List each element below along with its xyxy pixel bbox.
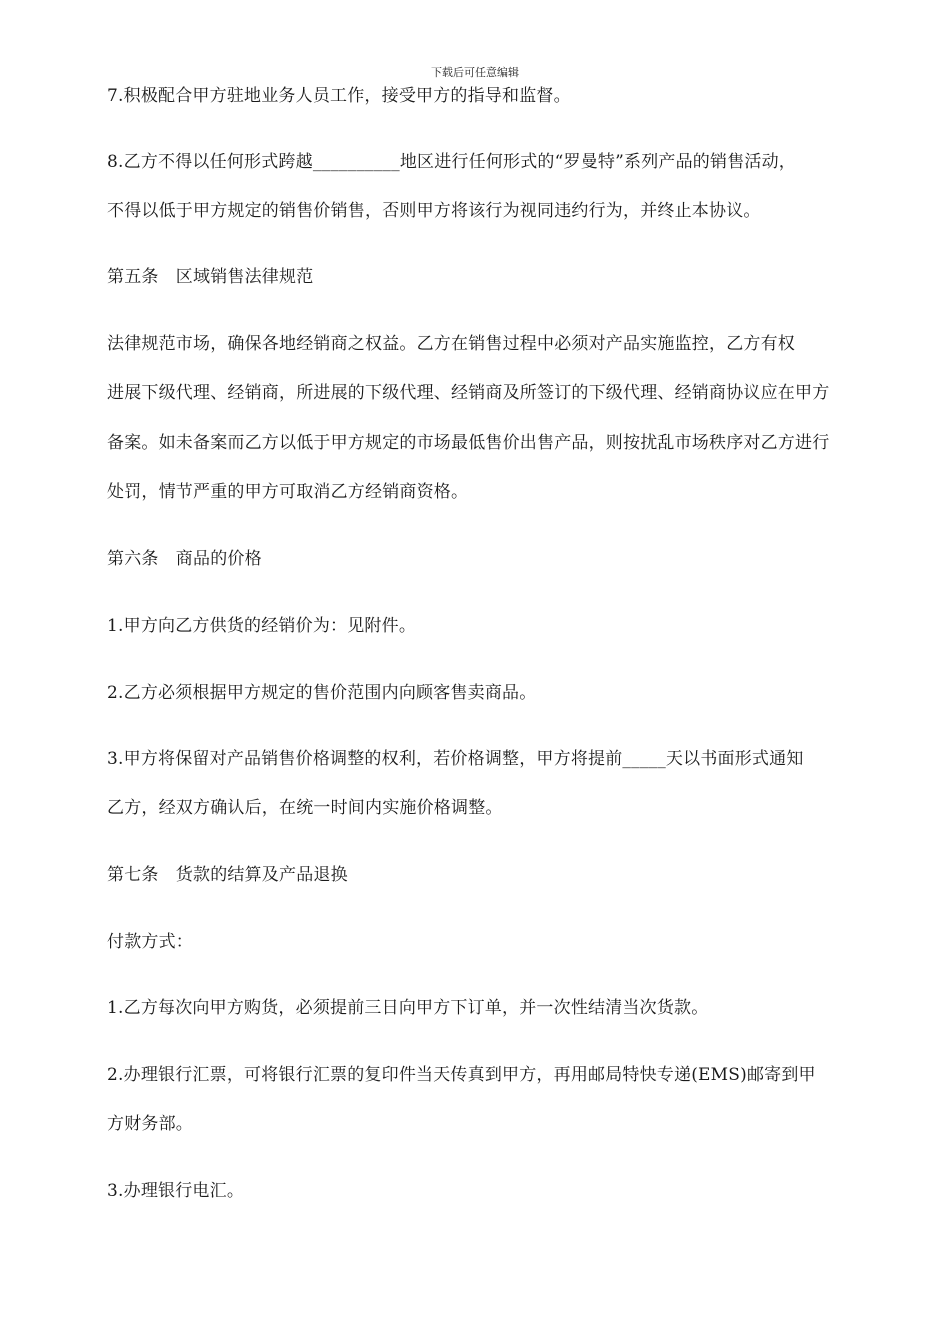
- clause-8-line-1: 8.乙方不得以任何形式跨越__________地区进行任何形式的“罗曼特”系列产品的销售活动，: [107, 152, 796, 172]
- article-5-paragraph-line-2: 进展下级代理、经销商，所进展的下级代理、经销商及所签订的下级代理、经销商协议应在甲方: [107, 383, 830, 403]
- article-6-item-1: 1.甲方向乙方供货的经销价为：见附件。: [107, 616, 417, 636]
- article-5-paragraph-line-3: 备案。如未备案而乙方以低于甲方规定的市场最低售价出售产品，则按扰乱市场秩序对乙方进行: [107, 433, 830, 453]
- article-5-paragraph-line-4: 处罚，情节严重的甲方可取消乙方经销商资格。: [107, 482, 469, 502]
- clause-8-line-2: 不得以低于甲方规定的销售价销售，否则甲方将该行为视同违约行为，并终止本协议。: [107, 201, 761, 221]
- article-6-item-3-line-1: 3.甲方将保留对产品销售价格调整的权利，若价格调整，甲方将提前_____天以书面形式通知: [107, 749, 804, 769]
- article-5-paragraph-line-1: 法律规范市场，确保各地经销商之权益。乙方在销售过程中必须对产品实施监控，乙方有权: [107, 334, 795, 354]
- article-6-title: 第六条 商品的价格: [107, 549, 262, 569]
- payment-method-label: 付款方式：: [107, 932, 193, 952]
- payment-item-2-line-2: 方财务部。: [107, 1114, 193, 1134]
- article-6-item-3-line-2: 乙方，经双方确认后，在统一时间内实施价格调整。: [107, 798, 503, 818]
- article-7-title: 第七条 货款的结算及产品退换: [107, 865, 348, 885]
- article-6-item-2: 2.乙方必须根据甲方规定的售价范围内向顾客售卖商品。: [107, 683, 537, 703]
- header-note: 下载后可任意编辑: [431, 66, 519, 79]
- payment-item-3: 3.办理银行电汇。: [107, 1181, 245, 1201]
- payment-item-1: 1.乙方每次向甲方购货，必须提前三日向甲方下订单，并一次性结清当次货款。: [107, 998, 709, 1018]
- article-5-title: 第五条 区域销售法律规范: [107, 267, 314, 287]
- payment-item-2-line-1: 2.办理银行汇票，可将银行汇票的复印件当天传真到甲方，再用邮局特快专递(EMS)邮寄到甲: [107, 1065, 816, 1085]
- clause-7: 7.积极配合甲方驻地业务人员工作，接受甲方的指导和监督。: [107, 86, 571, 106]
